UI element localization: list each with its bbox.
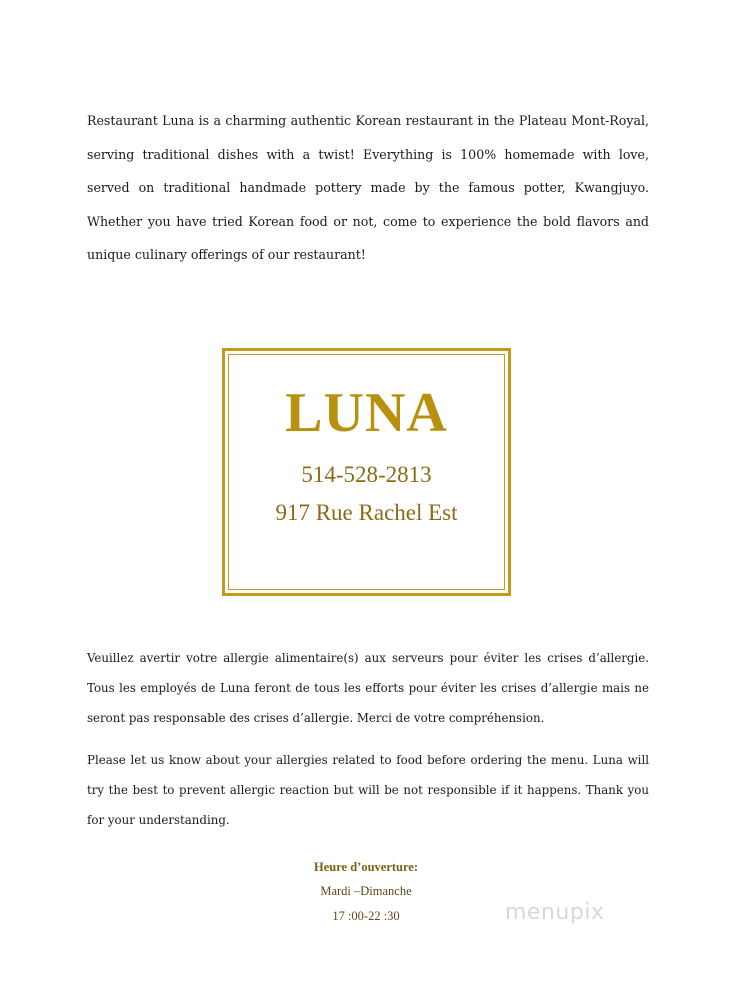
- restaurant-logo-frame: [222, 348, 511, 596]
- menupix-watermark: menupix: [505, 900, 605, 925]
- opening-hours: [266, 855, 466, 929]
- restaurant-logo-inner-frame: [228, 354, 505, 590]
- allergy-notice-english: Please let us know about your allergies related to food before ordering the menu. Luna will try the best to prevent allergic reaction but will be not responsible if it happens. Thank you for your understanding.: [87, 753, 649, 827]
- restaurant-address: 917 Rue Rachel Est: [275, 500, 458, 525]
- allergy-notice-french: Veuillez avertir votre allergie alimentaire(s) aux serveurs pour éviter les crises d’allergie. Tous les employés de Luna feront de tous les efforts pour éviter les crises d’allergie mais ne seront pas responsable des crises d’allergie. Merci de votre compréhension.: [87, 651, 649, 725]
- opening-hours-time: 17 :00-22 :30: [332, 909, 400, 923]
- intro-paragraph: Restaurant Luna is a charming authentic Korean restaurant in the Plateau Mont-Royal, serving traditional dishes with a twist! Everything is 100% homemade with love, served on traditional handmade pottery made by the famous potter, Kwangjuyo. Whether you have tried Korean food or not, come to experience the bold flavors and unique culinary offerings of our restaurant!: [87, 113, 649, 262]
- restaurant-name: LUNA: [285, 382, 448, 444]
- opening-hours-title: Heure d’ouverture:: [313, 860, 419, 874]
- opening-hours-days: Mardi –Dimanche: [320, 884, 412, 898]
- restaurant-phone: 514-528-2813: [301, 462, 432, 487]
